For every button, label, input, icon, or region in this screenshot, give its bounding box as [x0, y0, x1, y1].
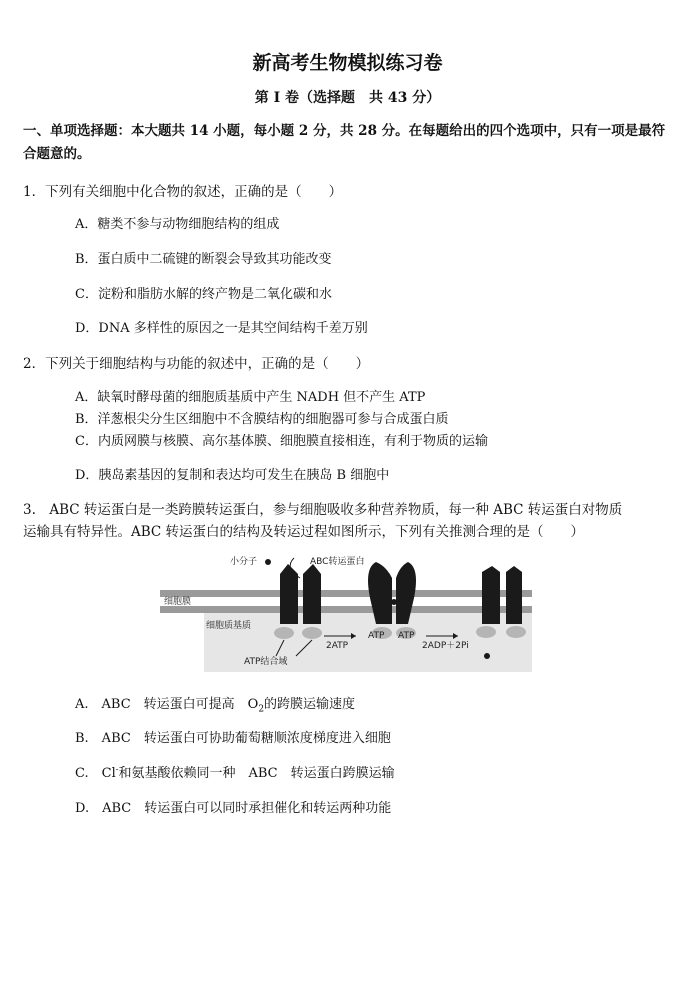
- question-3-option-b: B. ABC 转运蛋白可协助葡萄糖顺浓度梯度进入细胞: [75, 731, 391, 746]
- membrane-upper-layer: [160, 590, 532, 597]
- question-3-option-a: A. ABC 转运蛋白可提高 $O_2$的跨膜运输速度: [75, 697, 356, 715]
- label-atp-1: ATP: [368, 631, 385, 641]
- label-abc-protein: ABC转运蛋白: [310, 557, 365, 567]
- question-1-option-a: A．糖类不参与动物细胞结构的组成: [75, 217, 280, 232]
- section-instructions: 一、单项选择题：本大题共 14 小题，每小题 2 分，共 28 分。在每题给出的四个选项中，只有一项是最符合题意的。: [23, 123, 666, 162]
- abc-transporter-diagram: [160, 548, 532, 672]
- question-3-option-d: D. ABC 转运蛋白可以同时承担催化和转运两种功能: [75, 801, 392, 816]
- question-2-option-d: D．胰岛素基因的复制和表达均可发生在胰岛 B 细胞中: [75, 468, 390, 483]
- label-adp: 2ADP＋2Pi: [422, 641, 469, 651]
- label-small-molecule: 小分子: [230, 557, 258, 567]
- question-2-stem: 2．下列关于细胞结构与功能的叙述中，正确的是（ ）: [23, 356, 370, 372]
- question-3-stem-line-2: 运输具有特异性。ABC 转运蛋白的结构及转运过程如图所示，下列有关推测合理的是（ ）: [23, 524, 585, 540]
- label-atp-2: ATP: [398, 631, 415, 641]
- label-2atp: 2ATP: [326, 641, 349, 651]
- section-subtitle: 第 Ⅰ 卷（选择题 共 43 分）: [254, 90, 441, 106]
- label-cytoplasm: 细胞质基质: [206, 621, 252, 631]
- question-2-option-c: C．内质网膜与核膜、高尔基体膜、细胞膜直接相连，有利于物质的运输: [75, 434, 488, 449]
- question-2-option-a: A．缺氧时酵母菌的细胞质基质中产生 NADH 但不产生 ATP: [75, 390, 426, 405]
- label-atp-site: ATP结合域: [244, 657, 288, 667]
- question-1-option-c: C．淀粉和脂肪水解的终产物是二氧化碳和水: [75, 287, 332, 302]
- question-1-option-b: B．蛋白质中二硫键的断裂会导致其功能改变: [75, 252, 332, 267]
- question-1-option-d: D．DNA 多样性的原因之一是其空间结构千差万别: [75, 321, 368, 336]
- question-2-option-b: B．洋葱根尖分生区细胞中不含膜结构的细胞器可参与合成蛋白质: [75, 412, 449, 427]
- membrane-lower-layer: [160, 606, 532, 613]
- question-3-stem-line-1: 3. ABC 转运蛋白是一类跨膜转运蛋白，参与细胞吸收多种营养物质，每一种 ABC 转运蛋白对物质: [23, 502, 623, 518]
- small-molecule-dot: [265, 559, 271, 565]
- label-membrane: 细胞膜: [164, 597, 192, 607]
- question-3-option-c: C. Cl-和氨基酸依赖同一种 ABC 转运蛋白跨膜运输: [75, 764, 395, 781]
- page-title: 新高考生物模拟练习卷: [252, 52, 443, 74]
- question-1-stem: 1．下列有关细胞中化合物的叙述，正确的是（ ）: [23, 184, 343, 200]
